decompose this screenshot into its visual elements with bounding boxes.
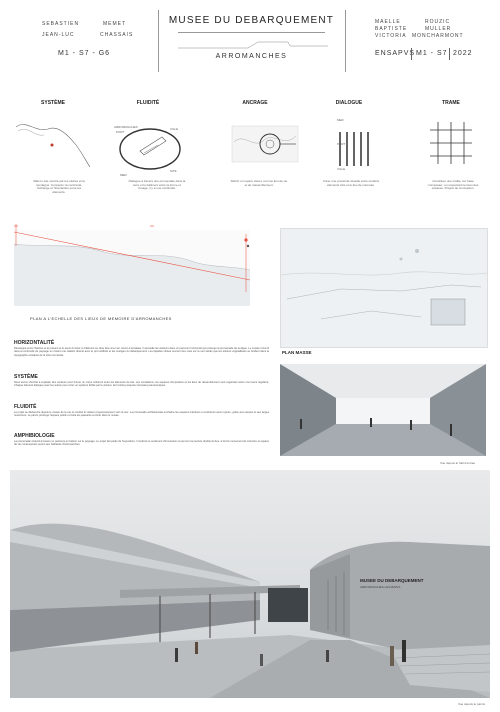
concept-caption-grid: Constituer une maille, sur base 'composée', en respectant le tissu des espaces. Projets de conception.	[427, 179, 479, 191]
photo-caption: Vue depuis le hall d'entrée	[440, 461, 476, 465]
paragraph-text-3: Le projet se déclenche depuis le niveau de la rue et conduit le visiteur progressivement vers la mer. La promenade architecturale enchaîne les espaces intérieurs et extérieurs sans rupture, grâce aux rampes et aux larges ouvertures. Le parvis prolonge l'espace public et invite les passants à entrer dans le musée.	[14, 411, 269, 418]
grid-diagram	[428, 120, 474, 166]
section-label: PLAN A L'ECHELLE DES LIEUX DE MEMOIRE D'ARROMANCHES	[30, 316, 172, 321]
page-subtitle: ARROMANCHES	[215, 53, 288, 60]
paragraph-text-1: Développé entre l'histoire et le présent et le souci du futur, le bâtiment se situe face à la mer. Ancré à la falaise, il accueille les visiteurs dans un parcours horizontal qui prolonge la promenade de la digue. Le musée s'inscrit dans la continuité du paysage en créant une relation directe avec le port artificiel et les vestiges du débarquement. Les façades vitrées ouvrent des vues sur la mer tandis que les toitures végétalisées se fondent dans la topographie existante de la côte normande.	[14, 347, 269, 357]
school-divider	[411, 48, 412, 60]
paragraph-title-1: HORIZONTALITÉ	[14, 340, 55, 346]
system-diagram	[14, 115, 94, 175]
author-name-4: BAPTISTE	[375, 26, 408, 32]
concept-title-fluidity: FLUIDITÉ	[136, 100, 160, 106]
fluidity-label-mer: MER	[120, 173, 127, 177]
site-section-drawing	[14, 222, 254, 316]
paragraph-text-2: Nous avons cherché à exploiter des vecteurs pour former un corps cohérent entre les éléments du site. Les circulations, les espaces d'exposition et les lieux de rassemblement sont organisés selon une trame régulière. Chaque élément dialogue avec les autres pour créer un système lisible par le visiteur, de l'entrée jusqu'aux terrasses panoramiques.	[14, 381, 269, 388]
title-skyline-line	[178, 38, 328, 50]
building-sign-title: MUSEE DU DEBARQUEMENT	[360, 578, 424, 583]
author-name-5: VICTORIA	[375, 33, 407, 39]
author-name-3: MAELLE	[375, 19, 401, 25]
course-code-left: M1 - S7 - G6	[58, 50, 111, 57]
concept-title-dialogue: DIALOGUE	[335, 100, 363, 106]
author-name-2: JEAN-LUC	[42, 32, 75, 38]
dialogue-label-mer: MER	[337, 118, 344, 122]
author-surname-4: MULLER	[425, 26, 452, 32]
author-surname-1: MEMET	[103, 21, 127, 27]
building-sign-subtitle: ARROMANCHES-LES-BAINS	[360, 585, 401, 589]
concept-caption-system: Mais le site montré par les cadres et la montagne. Concepts: la continuité, l'échange et l'interaction entre les éléments.	[33, 179, 85, 194]
render-caption: Vue depuis le parvis	[458, 702, 485, 706]
concept-title-grid: TRAME	[442, 100, 460, 106]
school-name: ENSAPVS	[375, 50, 416, 57]
anchor-diagram	[230, 122, 300, 167]
concept-caption-anchor: Définir un repère visuel, comme lieu de vie et de rassemblement.	[230, 179, 288, 187]
interior-rendering	[280, 364, 486, 456]
page-title: MUSEE DU DEBARQUEMENT	[168, 15, 335, 26]
fluidity-label-site: SITE	[170, 169, 177, 173]
concept-caption-dialogue: Créer une proximité visuelle entre certains éléments clés et le lieu de mémoire.	[322, 179, 380, 187]
plan-label: PLAN MASSE	[282, 350, 312, 355]
paragraph-title-2: SYSTÈME	[14, 374, 38, 380]
author-name-1: SEBASTIEN	[42, 21, 80, 27]
header-divider-right	[345, 10, 346, 72]
author-surname-5: MONCHARMONT	[412, 33, 464, 39]
fluidity-label-arromanches: ARROMANCHES	[114, 125, 138, 129]
course-code-right: M1 - S7	[416, 50, 448, 57]
fluidity-label-port: PORT	[116, 130, 125, 134]
site-plan-drawing	[280, 228, 488, 348]
author-surname-2: CHASSAIS	[100, 32, 134, 38]
paragraph-title-4: AMPHIBIOLOGIE	[14, 433, 55, 439]
concept-title-system: SYSTÈME	[41, 100, 65, 106]
fluidity-label-ville: VILLE	[170, 127, 179, 131]
concept-title-anchor: ANCRAGE	[242, 100, 268, 106]
dialogue-label-port: PORT	[337, 142, 346, 146]
museum-exterior-rendering	[10, 470, 490, 698]
dialogue-label-ville: VILLE	[337, 167, 346, 171]
title-underline	[178, 32, 325, 33]
concept-caption-fluidity: Dialogue à travers une promenade dans la terre et le bâtiment entre la forme et l'usage, il y a une continuité.	[128, 179, 186, 191]
year-divider	[449, 48, 450, 60]
year: 2022	[453, 50, 473, 57]
paragraph-text-4: La promenade s'étend à travers un parcours en balcon sur le paysage. Le projet fait partie de l'exposition, il renforce le sentiment d'immersion et permet une lecture double du lieu, à la fois monument de mémoire et espace de vie contemporain ouvert aux habitants d'Arromanches.	[14, 440, 269, 447]
paragraph-title-3: FLUIDITÉ	[14, 404, 37, 410]
author-surname-3: ROUZIC	[425, 19, 451, 25]
